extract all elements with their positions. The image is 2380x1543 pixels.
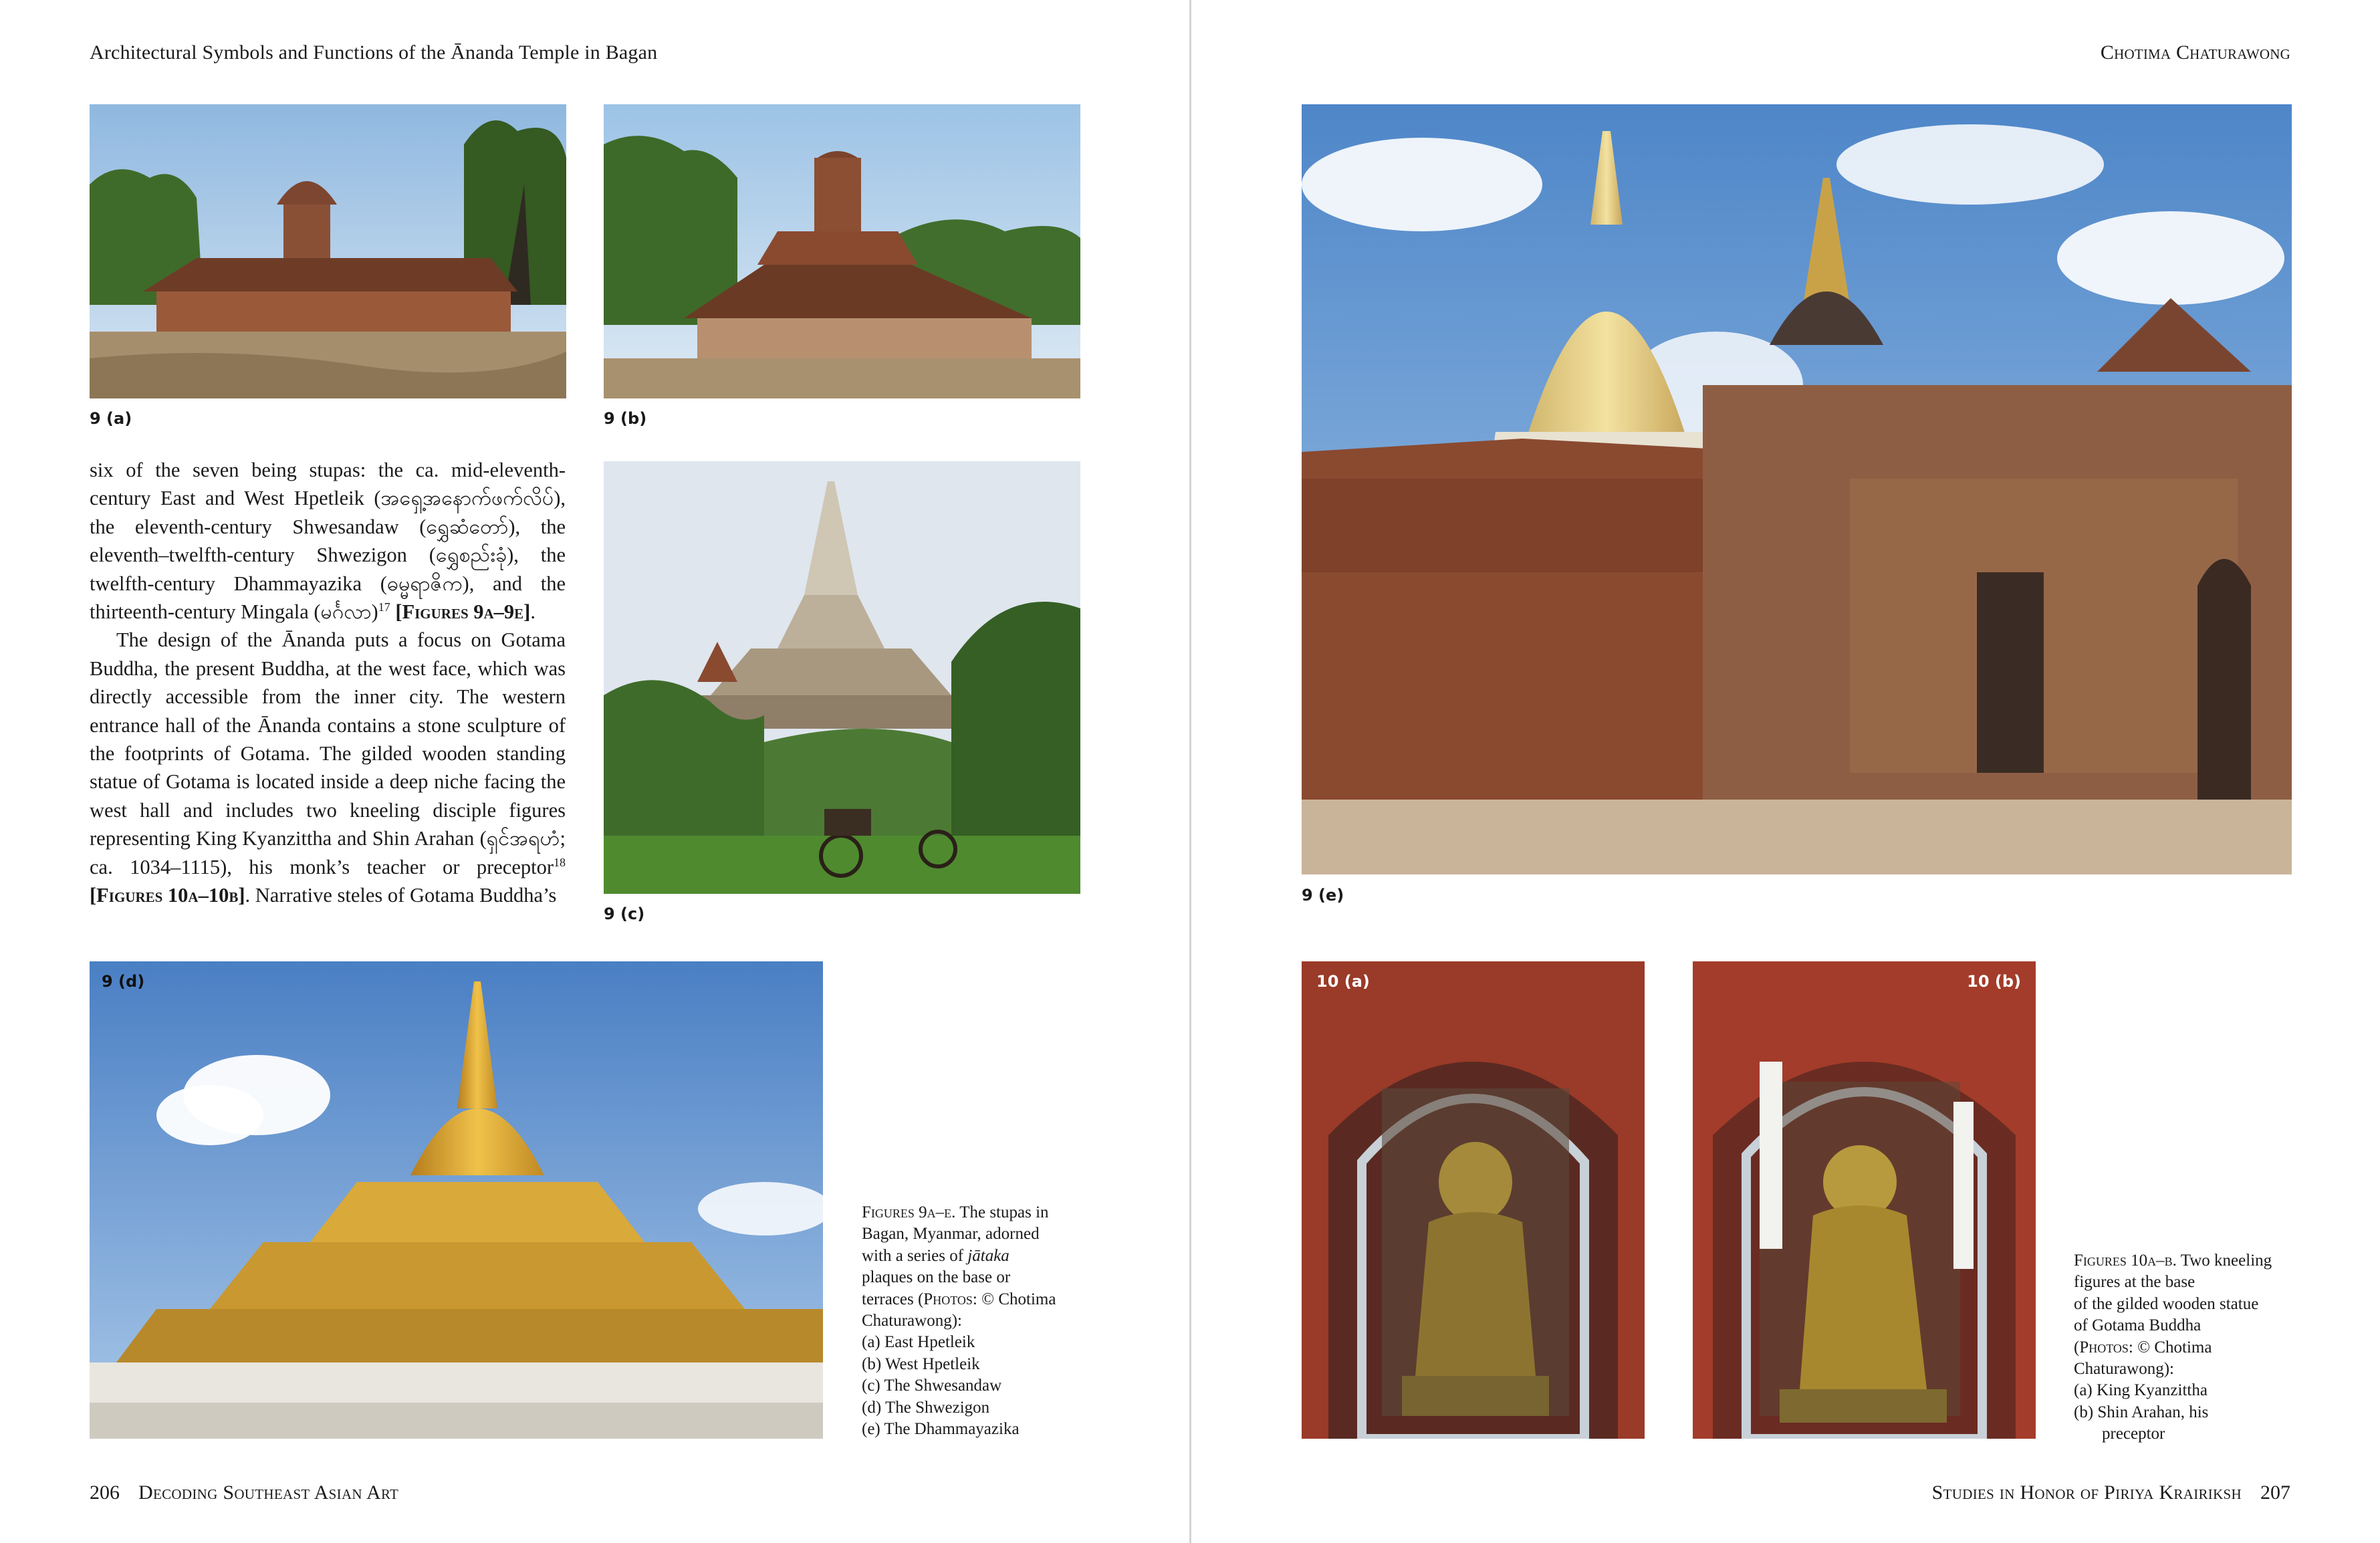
caption-10-line-4: of Gotama Buddha <box>2074 1316 2202 1335</box>
figure-label-9e: 9 (e) <box>1302 886 1344 905</box>
paragraph-2-end: . Narrative steles of Gotama Buddha’s <box>245 884 557 907</box>
book-title-left: Decoding Southeast Asian Art <box>138 1481 399 1504</box>
caption-9-item-a: (a) East Hpetleik <box>862 1333 975 1352</box>
figure-label-9b: 9 (b) <box>604 409 647 428</box>
figure-reference-10a-10b[interactable]: [Figures 10a–10b] <box>90 884 245 907</box>
caption-9-line-4: plaques on the base or <box>862 1268 1011 1287</box>
caption-9-line-2: Bagan, Myanmar, adorned <box>862 1225 1040 1243</box>
running-head-left: Architectural Symbols and Functions of the Ānanda Temple in Bagan <box>90 41 658 64</box>
figure-label-10b: 10 (b) <box>1967 972 2021 991</box>
caption-9-item-c: (c) The Shwesandaw <box>862 1377 1002 1395</box>
paragraph-1-text: six of the seven being stupas: the ca. mid-eleventh-century East and West Hpetleik (အရှေ့အနောက်ဖက်လိပ်), the eleventh-century Shwesandaw (ရွှေဆံတော်), the eleventh–twelfth-century Shwezigon (ရွှေစည်းခုံ), the twelfth-century Dhammayazika (ဓမ္မရာဇိက), and the thirteenth-century Mingala (မင်္ဂလာ) <box>90 459 566 624</box>
photo-10a-king-kyanzittha <box>1302 961 1645 1439</box>
body-text <box>90 456 566 910</box>
photo-9a-east-hpetleik <box>90 104 566 398</box>
paragraph-1-end: . <box>530 600 536 624</box>
caption-9-item-d: (d) The Shwezigon <box>862 1398 990 1417</box>
figure-label-9d: 9 (d) <box>102 972 145 991</box>
caption-10-item-b: (b) Shin Arahan, his <box>2074 1403 2209 1421</box>
running-head-right: Chotima Chaturawong <box>2100 41 2290 64</box>
caption-9-line-1: Figures 9a–e. The stupas in <box>862 1203 1049 1221</box>
folio-right <box>1932 1481 2290 1504</box>
paragraph-2 <box>90 626 566 909</box>
caption-9-line-3: with a series of jātaka <box>862 1246 1009 1265</box>
footnote-ref-18[interactable]: 18 <box>554 855 566 869</box>
caption-10-line-6: Chaturawong): <box>2074 1360 2174 1379</box>
page-number-left: 206 <box>90 1481 120 1504</box>
caption-9-item-e: (e) The Dhammayazika <box>862 1420 1020 1439</box>
folio-left <box>90 1481 398 1504</box>
gutter-divider <box>1189 0 1191 1543</box>
paragraph-2-text: The design of the Ānanda puts a focus on Gotama Buddha, the present Buddha, at the west face, which was directly accessible from the inner city. The western entrance hall of the Ānanda contains a stone sculpture of the footprints of Gotama. The gilded wooden standing statue of Gotama is located inside a deep niche facing the west hall and includes two kneeling disciple figures representing King Kyanzittha and Shin Arahan (ရှင်အရဟံ; ca. 1034–1115), his monk’s teacher or preceptor <box>90 628 566 878</box>
caption-10-item-a: (a) King Kyanzittha <box>2074 1381 2208 1400</box>
paragraph-1 <box>90 456 566 626</box>
caption-10-item-b-cont: preceptor <box>2102 1425 2165 1443</box>
photo-9c-shwesandaw <box>604 461 1080 894</box>
figure-label-10a: 10 (a) <box>1316 972 1370 991</box>
page-number-right: 207 <box>2260 1481 2290 1504</box>
caption-figures-9 <box>862 1202 1089 1440</box>
figure-label-9a: 9 (a) <box>90 409 132 428</box>
book-subtitle-right: Studies in Honor of Piriya Krairiksh <box>1931 1481 2242 1504</box>
caption-9-line-5: terraces (Photos: © Chotima <box>862 1290 1056 1308</box>
caption-9-item-b: (b) West Hpetleik <box>862 1354 980 1373</box>
caption-10-line-1: Figures 10a–b. Two kneeling <box>2074 1252 2272 1270</box>
caption-10-line-3: of the gilded wooden statue <box>2074 1294 2259 1313</box>
photo-9d-shwezigon <box>90 961 823 1439</box>
footnote-ref-17[interactable]: 17 <box>378 600 390 614</box>
figure-reference-9a-9e[interactable]: [Figures 9a–9e] <box>395 600 531 624</box>
caption-10-line-2: figures at the base <box>2074 1273 2195 1292</box>
caption-figures-10 <box>2074 1250 2301 1445</box>
figure-label-9c: 9 (c) <box>604 905 645 923</box>
caption-9-line-6: Chaturawong): <box>862 1312 962 1330</box>
photo-9e-dhammayazika <box>1302 104 2292 874</box>
photo-9b-west-hpetleik <box>604 104 1080 398</box>
caption-10-line-5: (Photos: © Chotima <box>2074 1338 2212 1356</box>
photo-10b-shin-arahan <box>1693 961 2036 1439</box>
